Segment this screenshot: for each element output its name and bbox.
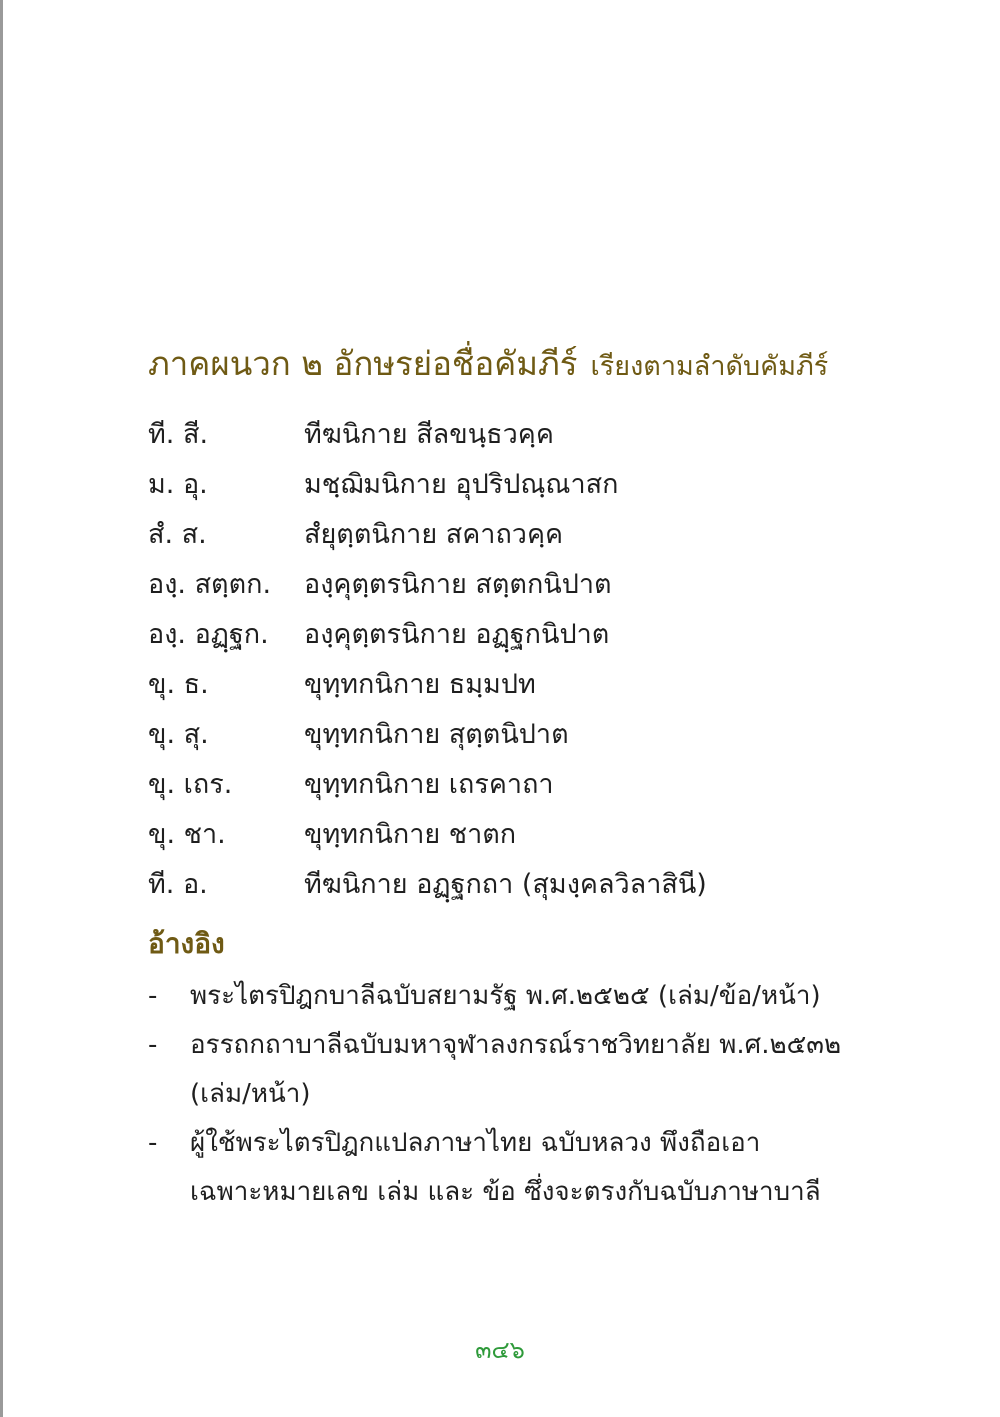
reference-line: อรรถกถาบาลีฉบับมหาจุฬาลงกรณ์ราชวิทยาลัย พ.ศ.๒๕๓๒ <box>190 1030 842 1060</box>
page-edge-line <box>0 0 3 1417</box>
abbreviation-row <box>148 858 928 908</box>
reference-item <box>148 1119 868 1217</box>
reference-line: เฉพาะหมายเลข เล่ม และ ข้อ ซึ่งจะตรงกับฉบับภาษาบาลี <box>190 1177 821 1207</box>
abbreviation-list <box>148 408 928 908</box>
heading-sub: เรียงตามลำดับคัมภีร์ <box>590 351 829 382</box>
reference-line: (เล่ม/หน้า) <box>190 1079 311 1109</box>
abbreviation-row <box>148 608 928 658</box>
abbreviation-row <box>148 758 928 808</box>
abbreviation-meaning: ขุทฺทกนิกาย เถรคาถา <box>304 768 554 800</box>
abbreviation: ขุ. สุ. <box>148 718 209 750</box>
reference-line: พระไตรปิฎกบาลีฉบับสยามรัฐ พ.ศ.๒๕๒๕ (เล่ม/ข้อ/หน้า) <box>190 981 821 1011</box>
reference-text <box>190 1021 868 1119</box>
abbreviation-meaning: องฺคุตฺตรนิกาย อฏฺฐกนิปาต <box>304 618 610 650</box>
abbreviation-row <box>148 508 928 558</box>
abbreviation-meaning: ทีฆนิกาย อฏฺฐกถา (สุมงฺคลวิลาสินี) <box>304 868 707 900</box>
abbreviation: สํ. ส. <box>148 518 207 550</box>
abbreviation-row <box>148 658 928 708</box>
abbreviation-row <box>148 558 928 608</box>
abbreviation: ที. อ. <box>148 868 208 900</box>
reference-text <box>190 972 868 1021</box>
reference-item <box>148 972 868 1021</box>
abbreviation: องฺ. อฏฺฐก. <box>148 618 269 650</box>
abbreviation-row <box>148 408 928 458</box>
abbreviation-row <box>148 458 928 508</box>
page-number: ๓๔๖ <box>475 1336 525 1364</box>
abbreviation-meaning: ทีฆนิกาย สีลขนฺธวคฺค <box>304 418 554 450</box>
list-dash: - <box>148 981 158 1011</box>
abbreviation-meaning: สํยุตฺตนิกาย สคาถวคฺค <box>304 518 564 550</box>
list-dash: - <box>148 1030 158 1060</box>
abbreviation: ขุ. ชา. <box>148 818 226 850</box>
abbreviation: ขุ. ธ. <box>148 668 209 700</box>
references-title: อ้างอิง <box>148 927 225 960</box>
abbreviation: ม. อุ. <box>148 468 208 500</box>
abbreviation: องฺ. สตฺตก. <box>148 568 272 600</box>
heading-main: ภาคผนวก ๒ อักษรย่อชื่อคัมภีร์ <box>148 344 578 383</box>
reference-line: ผู้ใช้พระไตรปิฎกแปลภาษาไทย ฉบับหลวง พึงถือเอา <box>190 1128 761 1158</box>
abbreviation-meaning: มชฺฌิมนิกาย อุปริปณฺณาสก <box>304 468 619 500</box>
abbreviation: ขุ. เถร. <box>148 768 233 800</box>
list-dash: - <box>148 1128 158 1158</box>
abbreviation-meaning: องฺคุตฺตรนิกาย สตฺตกนิปาต <box>304 568 612 600</box>
abbreviation: ที. สี. <box>148 418 209 450</box>
references-list <box>148 972 868 1217</box>
abbreviation-meaning: ขุทฺทกนิกาย ธมฺมปท <box>304 668 536 700</box>
abbreviation-meaning: ขุทฺทกนิกาย สุตฺตนิปาต <box>304 718 569 750</box>
abbreviation-meaning: ขุทฺทกนิกาย ชาตก <box>304 818 517 850</box>
appendix-heading <box>148 337 968 390</box>
abbreviation-row <box>148 808 928 858</box>
abbreviation-row <box>148 708 928 758</box>
reference-text <box>190 1119 868 1217</box>
reference-item <box>148 1021 868 1119</box>
